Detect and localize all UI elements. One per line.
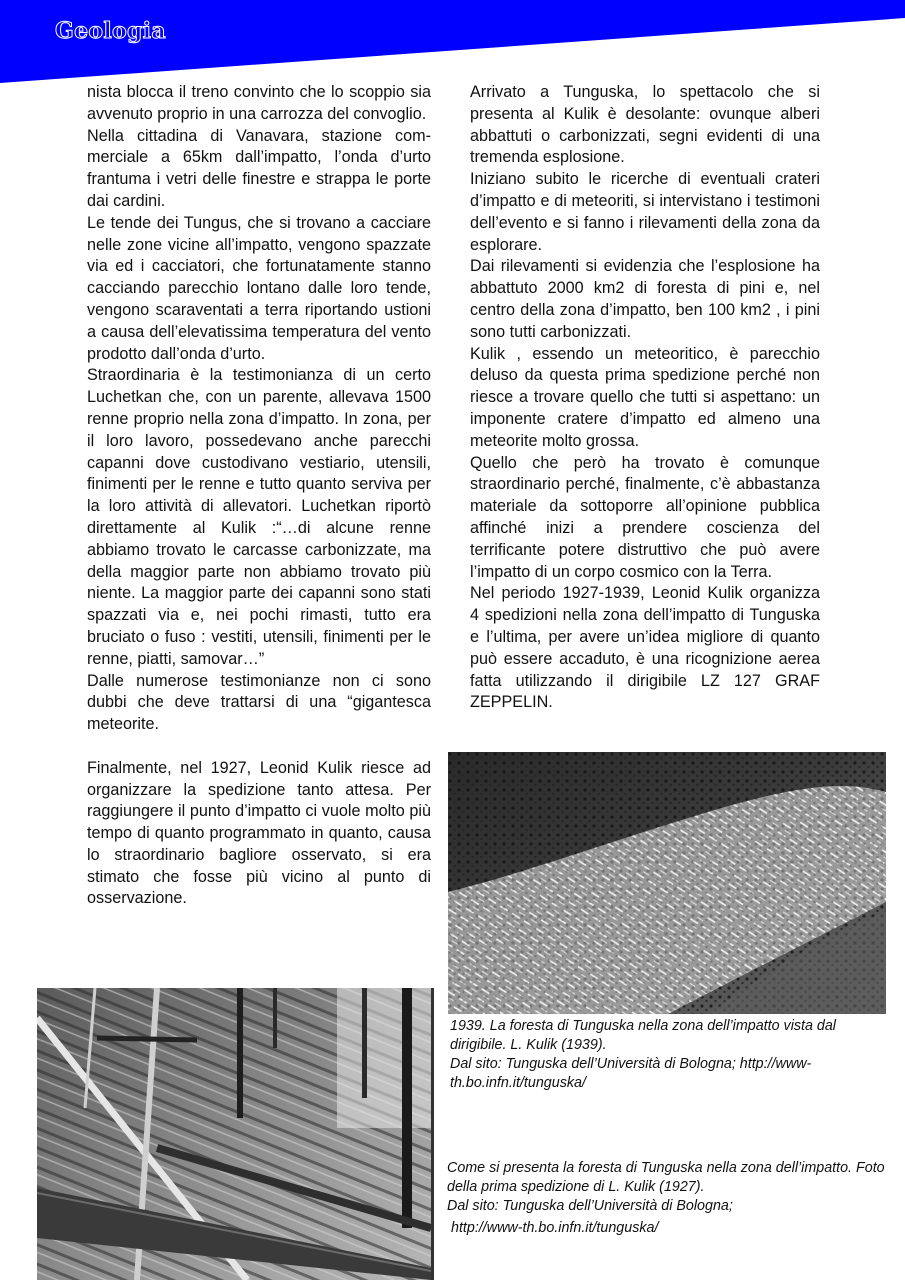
paragraph: Le tende dei Tungus, che si trovano a cacciare nelle zone vicine all’impatto, vengono spazzate via ed i cacciatori, che fortunatamente stanno cacciando parecchio lontano dalle loro tende, vengono scaraventati a terra riportando ustioni a causa dell’elevatissima temperatura del vento prodotto dall’onda d’urto. [87, 213, 431, 363]
caption-source: Dal sito: Tunguska dell’Università di Bologna; [447, 1198, 733, 1214]
caption-line: Come si presenta la foresta di Tunguska nella zona dell’impatto. Foto della prima spedizione di L. Kulik (1927). [447, 1160, 885, 1195]
paragraph: Iniziano subito le ricerche di eventuali crateri d’impatto e di meteoriti, si intervistano i testimoni dell’evento e si fanno i rilevamenti della zona da esplorare. [470, 170, 820, 254]
paragraph: Quello che però ha trovato è comunque straordinario perché, finalmente, c’è abbastanza materiale da sottoporre all’opinione pubblica affinché inizi a prendere coscienza del terrificante potere distruttivo che può avere l’impatto di un corpo cosmico con la Terra. [470, 453, 820, 581]
caption-url: http://www-th.bo.infn.it/tunguska/ [451, 1220, 659, 1236]
paragraph: Kulik , essendo un meteoritico, è parecchio deluso da questa prima spedizione perché non riesce a trovare quello che tutti si aspettano: un imponente cratere d’impatto ed almeno una meteorite molto grossa. [470, 344, 820, 450]
paragraph: nista blocca il treno convinto che lo scoppio sia avvenuto proprio in una carrozza del convoglio. [87, 83, 431, 123]
caption-line: 1939. La foresta di Tunguska nella zona dell’impatto vista dal dirigibile. L. Kulik (1939). [450, 1018, 836, 1053]
fallen-trees-photo [37, 988, 434, 1280]
caption-source: Dal sito: Tunguska dell’Università di Bologna; http://www-th.bo.infn.it/tunguska/ [450, 1056, 812, 1091]
section-title: Geologia [55, 18, 166, 44]
paragraph: Nella cittadina di Vanavara, stazione commerciale a 65km dall’impatto, l’onda d’urto frantuma i vetri delle finestre e strappa le porte dai cardini. [87, 126, 431, 210]
paragraph: Nel periodo 1927-1939, Leonid Kulik organizza 4 spedizioni nella zona dell’impatto di Tunguska e l’ultima, per avere un’idea migliore di quanto può essere accaduto, è una ricognizione aerea fatta utilizzando il dirigibile LZ 127 GRAF ZEPPELIN. [470, 584, 820, 712]
aerial-forest-photo [448, 752, 886, 1014]
paragraph-spacer [87, 736, 431, 758]
aerial-photo-image [448, 752, 886, 1014]
ground-photo-caption [447, 1159, 887, 1238]
paragraph: Finalmente, nel 1927, Leonid Kulik riesce ad organizzare la spedizione tanto attesa. Per raggiungere il punto d’impatto ci vuole molto più tempo di quanto programmato in quanto, causa lo straordinario bagliore osservato, si era stimato che fosse più vicino al punto di osservazione. [87, 758, 431, 908]
left-column [87, 82, 431, 910]
paragraph: Dai rilevamenti si evidenzia che l’esplosione ha abbattuto 2000 km2 di foresta di pini e, nel centro della zona d’impatto, ben 100 km2 , i pini sono tutti carbonizzati. [470, 257, 820, 341]
paragraph: Dalle numerose testimonianze non ci sono dubbi che deve trattarsi di una “gigantesca meteorite. [87, 671, 431, 734]
right-column [470, 82, 820, 714]
aerial-photo-caption [450, 1017, 890, 1093]
paragraph: Arrivato a Tunguska, lo spettacolo che si presenta al Kulik è desolante: ovunque alberi abbattuti o carbonizzati, segni evidenti di una tremenda esplosione. [470, 83, 820, 167]
ground-photo-image [37, 988, 431, 1280]
paragraph: Straordinaria è la testimonianza di un certo Luchetkan che, con un parente, allevava 1500 renne proprio nella zona d’impatto. In zona, per il loro lavoro, possedevano anche parecchi capanni dove custodivano vestiario, utensili, finimenti per le renne e tutto quanto serviva per la loro attività di allevatori. Luchetkan riportò direttamente al Kulik :“…di alcune renne abbiamo trovato le carcasse carbonizzate, ma della maggior parte non abbiamo trovato più niente. La maggior parte dei capanni sono stati spazzati via e, nei pochi rimasti, tutto era bruciato o fuso : vestiti, utensili, finimenti per le renne, piatti, samovar…” [87, 366, 431, 668]
